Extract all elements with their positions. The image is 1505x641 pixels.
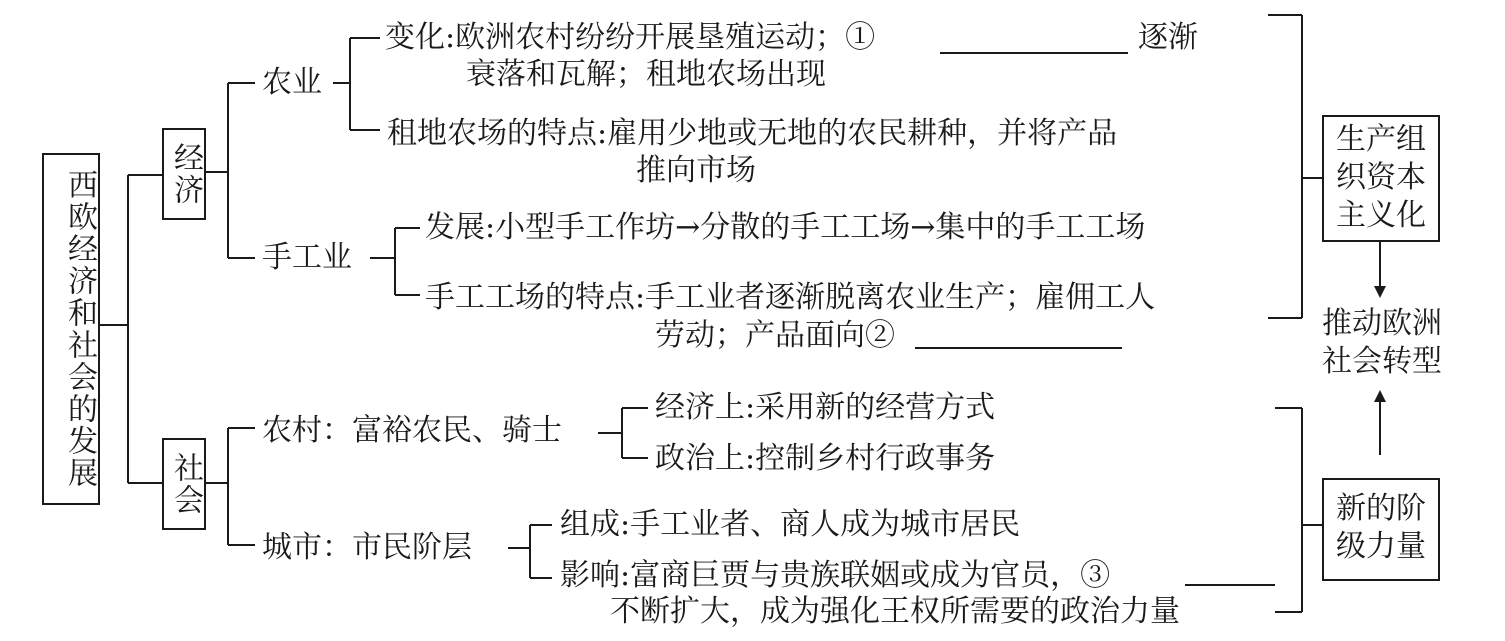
agriculture-change-line2: 衰落和瓦解；租地农场出现 [466, 57, 826, 92]
handicraft-development: 发展:小型手工作坊→分散的手工工场→集中的手工工场 [425, 210, 1146, 245]
economy-node: 经济 [162, 128, 206, 220]
agriculture-change-tail: 逐渐 [1138, 20, 1198, 55]
rural-economic: 经济上:采用新的经营方式 [655, 390, 996, 425]
rural-label: 农村：富裕农民、骑士 [262, 413, 562, 448]
capitalization-line3: 主义化 [1336, 198, 1426, 233]
urban-label: 城市：市民阶层 [262, 530, 472, 565]
capitalization-line2: 织资本 [1336, 160, 1426, 195]
urban-influence-line2: 不断扩大，成为强化王权所需要的政治力量 [610, 594, 1180, 629]
capitalization-line1: 生产组 [1336, 122, 1426, 157]
agriculture-feature-line2: 推向市场 [636, 153, 756, 188]
agriculture-label: 农业 [262, 65, 322, 100]
urban-influence-line1: 影响:富商巨贾与贵族联姻或成为官员，③ [560, 558, 1111, 593]
handicraft-label: 手工业 [262, 240, 352, 275]
capitalization-node [1322, 115, 1440, 242]
agriculture-change-line1: 变化:欧洲农村纷纷开展垦殖运动；① [385, 20, 876, 55]
transform-line2: 社会转型 [1322, 344, 1442, 379]
transform-line1: 推动欧洲 [1322, 306, 1442, 341]
new-class-node [1322, 478, 1440, 581]
agriculture-feature-line1: 租地农场的特点:雇用少地或无地的农民耕种，并将产品 [387, 116, 1118, 151]
new-class-line2: 级力量 [1336, 529, 1426, 564]
rural-political: 政治上:控制乡村行政事务 [655, 441, 996, 476]
urban-composition: 组成:手工业者、商人成为城市居民 [560, 507, 1021, 542]
root-node: 西欧经济和社会的发展 [42, 153, 100, 505]
transform-node [1312, 305, 1452, 381]
handicraft-feature-line1: 手工工场的特点:手工业者逐渐脱离农业生产；雇佣工人 [425, 280, 1156, 315]
new-class-line1: 新的阶 [1336, 491, 1426, 526]
society-node: 社会 [162, 438, 206, 530]
handicraft-feature-line2: 劳动；产品面向② [655, 318, 895, 353]
